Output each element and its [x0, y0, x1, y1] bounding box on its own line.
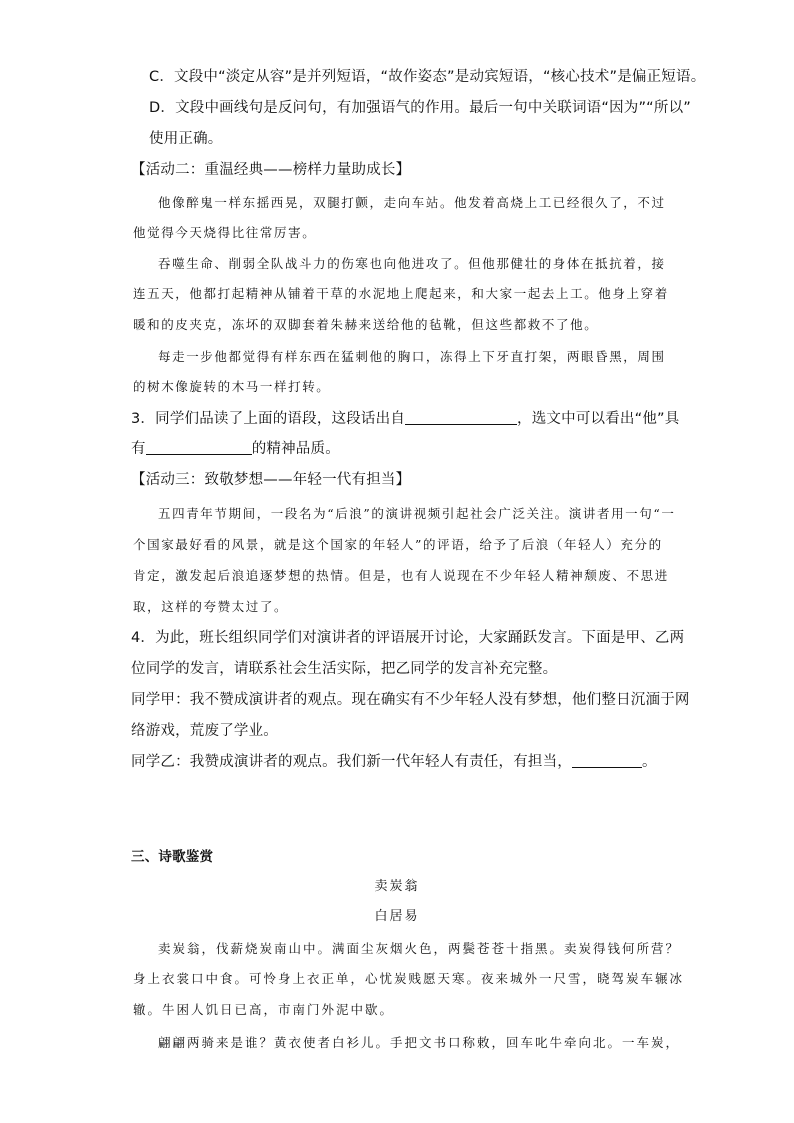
question-3-prefix: 有 — [131, 441, 146, 457]
activity2-passage-line: 连五天，他都打起精神从铺着干草的水泥地上爬起来，和大家一起去上工。他身上穿着 — [133, 286, 669, 301]
student-yi-text: 同学乙：我赞成演讲者的观点。我们新一代年轻人有责任，有担当， — [131, 754, 572, 770]
activity3-passage-line: 个国家最好看的风景，就是这个国家的年轻人”的评语，给予了后浪（年轻人）充分的 — [133, 537, 663, 552]
activity2-passage-line: 他觉得今天烧得比往常厉害。 — [133, 225, 317, 240]
student-yi-line — [131, 751, 657, 773]
activity2-passage-line: 吞噬生命、削弱全队战斗力的伤寒也向他进攻了。但他那健壮的身体在抵抗着，接 — [158, 256, 666, 271]
activity2-heading: 【活动二：重温经典——榜样力量助成长】 — [131, 162, 411, 178]
activity3-heading: 【活动三：致敬梦想——年轻一代有担当】 — [131, 472, 411, 488]
poem-line: 辙。牛困人饥日已高，市南门外泥中歇。 — [133, 1002, 395, 1017]
option-d-line1: D．文段中画线句是反问句，有加强语气的作用。最后一句中关联词语“因为”“所以” — [149, 100, 692, 116]
activity3-passage-line: 取，这样的夸赞太过了。 — [133, 599, 289, 614]
poem-line: 卖炭翁，伐薪烧炭南山中。满面尘灰烟火色，两鬓苍苍十指黑。卖炭得钱何所营？ — [158, 941, 681, 956]
poem-line: 翩翩两骑来是谁？黄衣使者白衫儿。手把文书口称敕，回车叱牛牵向北。一车炭， — [158, 1035, 681, 1050]
question-3-text: 3．同学们品读了上面的语段，这段话出自 — [131, 411, 406, 427]
poem-line: 身上衣裳口中食。可怜身上衣正单，心忧炭贱愿天寒。夜来城外一尺雪，晓驾炭车辗冰 — [133, 971, 685, 986]
activity2-passage-line: 他像醉鬼一样东摇西晃，双腿打颤，走向车站。他发着高烧上工已经很久了，不过 — [158, 195, 666, 210]
poem-title: 卖炭翁 — [374, 879, 420, 894]
activity2-passage-line: 暖和的皮夹克，冻坏的双脚套着朱赫来送给他的毡靴，但这些都救不了他。 — [133, 317, 599, 332]
question-4-line1: 4．为此，班长组织同学们对演讲者的评语展开讨论，大家踊跃发言。下面是甲、乙两 — [131, 630, 685, 646]
activity2-passage-line: 每走一步他都觉得有样东西在猛刺他的胸口，冻得上下牙直打架，两眼昏黑，周围 — [158, 349, 666, 364]
option-d-line2: 使用正确。 — [149, 131, 223, 147]
question-3-text-cont: ，选文中可以看出“他”具 — [517, 411, 680, 427]
answer-blank-yi-statement[interactable] — [572, 752, 642, 768]
question-3-line1 — [131, 408, 679, 430]
question-3-suffix: 的精神品质。 — [251, 441, 340, 457]
activity3-passage-line: 肯定，激发起后浪追逐梦想的热情。但是，也有人说现在不少年轻人精神颓废、不思进 — [133, 568, 669, 583]
activity2-passage-line: 的树木像旋转的木马一样打转。 — [133, 379, 331, 394]
student-jia-line2: 络游戏，荒废了学业。 — [131, 723, 278, 739]
answer-blank-book-title[interactable] — [405, 409, 517, 425]
poem-author: 白居易 — [374, 909, 420, 924]
section-3-heading: 三、诗歌鉴赏 — [131, 849, 214, 865]
student-jia-line1: 同学甲：我不赞成演讲者的观点。现在确实有不少年轻人没有梦想，他们整日沉湎于网 — [131, 692, 690, 708]
option-c: C．文段中“淡定从容”是并列短语，“故作姿态”是动宾短语，“核心技术”是偏正短语。 — [149, 69, 706, 85]
activity3-passage-line: 五四青年节期间，一段名为“后浪”的演讲视频引起社会广泛关注。演讲者用一句“一 — [158, 506, 676, 521]
question-3-line2 — [131, 438, 340, 460]
answer-blank-spirit-quality[interactable] — [146, 439, 252, 455]
question-4-line2: 位同学的发言，请联系社会生活实际，把乙同学的发言补充完整。 — [131, 661, 558, 677]
student-yi-suffix: 。 — [642, 754, 657, 770]
